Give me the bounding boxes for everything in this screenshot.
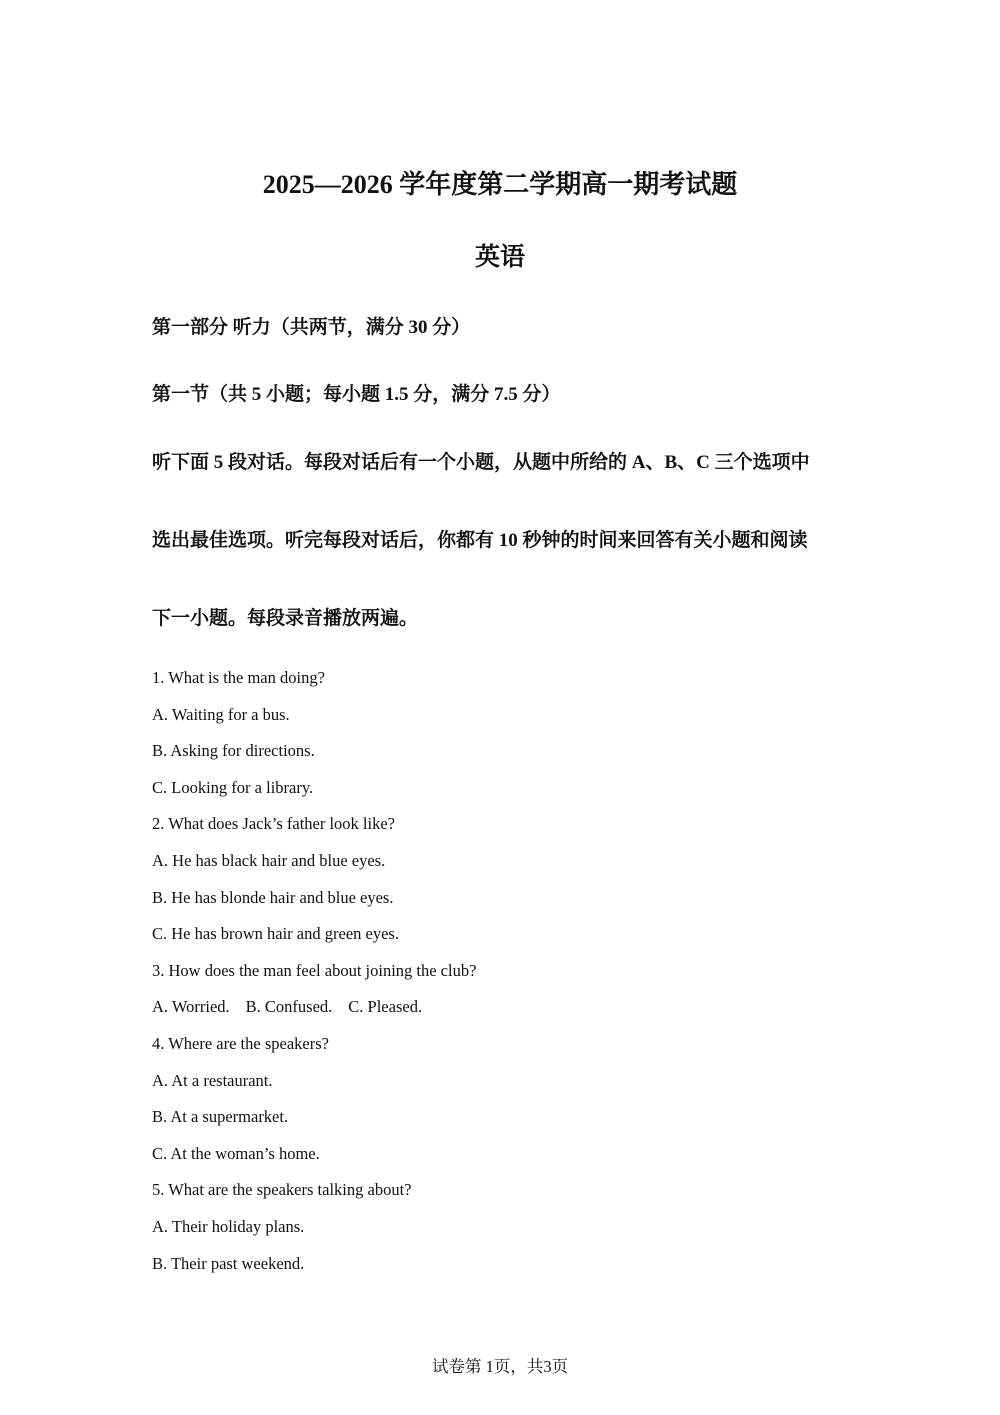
question-2-option-c: C. He has brown hair and green eyes. <box>152 924 399 944</box>
instructions-line-3: 下一小题。每段录音播放两遍。 <box>152 608 419 629</box>
question-5-stem: 5. What are the speakers talking about? <box>152 1180 412 1200</box>
question-3-option-a: A. Worried. <box>152 997 230 1017</box>
question-2-option-a: A. He has black hair and blue eyes. <box>152 850 386 870</box>
question-5-option-b: B. Their past weekend. <box>152 1253 305 1273</box>
question-list <box>152 660 476 1282</box>
question-1-option-a: A. Waiting for a bus. <box>152 704 290 724</box>
question-1-option-b: B. Asking for directions. <box>152 741 315 761</box>
instructions-line-2: 选出最佳选项。听完每段对话后，你都有 10 秒钟的时间来回答有关小题和阅读 <box>152 530 808 551</box>
question-4-option-b: B. At a supermarket. <box>152 1107 289 1127</box>
question-2-option-b: B. He has blonde hair and blue eyes. <box>152 887 394 907</box>
question-3-option-c: C. Pleased. <box>348 997 423 1017</box>
question-4-option-c: C. At the woman’s home. <box>152 1143 320 1163</box>
question-3-option-b: B. Confused. <box>245 997 333 1017</box>
page-footer: 试卷第 1页，共3页 <box>431 1357 569 1376</box>
question-5-option-a: A. Their holiday plans. <box>152 1216 305 1236</box>
question-1-stem: 1. What is the man doing? <box>152 668 325 687</box>
section-one-heading: 第一节（共 5 小题；每小题 1.5 分，满分 7.5 分） <box>152 384 561 405</box>
question-1-option-c: C. Looking for a library. <box>152 777 314 797</box>
question-3-stem: 3. How does the man feel about joining the club? <box>152 960 477 980</box>
question-2-stem: 2. What does Jack’s father look like? <box>152 814 395 834</box>
instructions-line-1: 听下面 5 段对话。每段对话后有一个小题，从题中所给的 A、B、C 三个选项中 <box>152 452 810 473</box>
question-4-stem: 4. Where are the speakers? <box>152 1033 329 1053</box>
part-one-heading: 第一部分 听力（共两节，满分 30 分） <box>152 317 471 338</box>
question-4-option-a: A. At a restaurant. <box>152 1070 273 1090</box>
exam-title: 2025—2026 学年度第二学期高一期考试题 <box>262 170 738 199</box>
question-3-options-row <box>152 989 476 1026</box>
subject-title: 英语 <box>474 244 525 271</box>
